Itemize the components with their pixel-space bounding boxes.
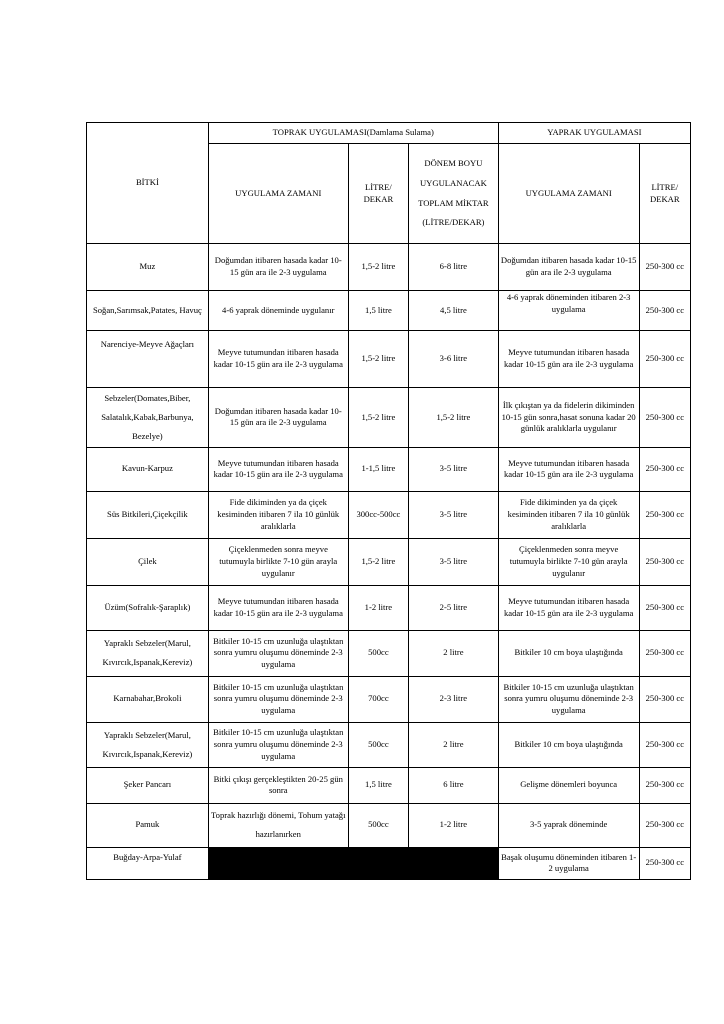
leaf-time-cell: Bitkiler 10-15 cm uzunluğa ulaştıktan sonra yumru oluşumu döneminde 2-3 uygulama (498, 676, 639, 722)
fertilizer-application-table (86, 122, 691, 880)
table-row (87, 585, 691, 630)
leaf-dose-cell: 250-300 cc (639, 847, 690, 879)
soil-time-cell: Çiçeklenmeden sonra meyve tutumuyla birlikte 7-10 gün arayla uygulanır (208, 538, 348, 585)
soil-total-cell-blacked-out (409, 847, 499, 879)
soil-total-cell: 2-3 litre (409, 676, 499, 722)
plant-cell: Sebzeler(Domates,Biber, Salatalık,Kabak,Barbunya, Bezelye) (87, 388, 209, 448)
table-row (87, 676, 691, 722)
soil-time-cell: Bitkiler 10-15 cm uzunluğa ulaştıktan sonra yumru oluşumu döneminde 2-3 uygulama (208, 722, 348, 767)
plant-cell: Şeker Pancarı (87, 767, 209, 803)
leaf-dose-cell: 250-300 cc (639, 538, 690, 585)
leaf-time-cell: 3-5 yaprak döneminde (498, 803, 639, 847)
soil-total-cell: 3-5 litre (409, 447, 499, 491)
leaf-dose-cell: 250-300 cc (639, 388, 690, 448)
plant-cell: Soğan,Sarımsak,Patates, Havuç (87, 291, 209, 331)
leaf-dose-cell: 250-300 cc (639, 767, 690, 803)
soil-total-cell: 3-5 litre (409, 538, 499, 585)
table-row (87, 722, 691, 767)
plant-cell: Çilek (87, 538, 209, 585)
table-row (87, 803, 691, 847)
soil-dose-cell: 500cc (348, 803, 408, 847)
leaf-time-cell: Bitkiler 10 cm boya ulaştığında (498, 630, 639, 676)
plant-cell: Buğday-Arpa-Yulaf (87, 847, 209, 879)
soil-total-cell: 6 litre (409, 767, 499, 803)
soil-time-cell-blacked-out (208, 847, 348, 879)
soil-dose-cell: 300cc-500cc (348, 491, 408, 538)
soil-total-header: DÖNEM BOYU UYGULANACAK TOPLAM MİKTAR (LİTRE/DEKAR) (409, 144, 499, 244)
leaf-dose-cell: 250-300 cc (639, 803, 690, 847)
table-row (87, 331, 691, 388)
leaf-application-header: YAPRAK UYGULAMASI (498, 123, 690, 144)
leaf-time-cell: Bitkiler 10 cm boya ulaştığında (498, 722, 639, 767)
plant-cell: Üzüm(Sofralık-Şaraplık) (87, 585, 209, 630)
soil-total-cell: 1-2 litre (409, 803, 499, 847)
soil-total-cell: 6-8 litre (409, 244, 499, 291)
plant-cell: Pamuk (87, 803, 209, 847)
leaf-dose-cell: 250-300 cc (639, 676, 690, 722)
soil-total-cell: 4,5 litre (409, 291, 499, 331)
table-row (87, 491, 691, 538)
table-row (87, 244, 691, 291)
soil-total-cell: 2 litre (409, 722, 499, 767)
leaf-time-cell: Meyve tutumundan itibaren hasada kadar 10-15 gün ara ile 2-3 uygulama (498, 331, 639, 388)
table-row (87, 291, 691, 331)
soil-dose-cell: 1-1,5 litre (348, 447, 408, 491)
leaf-time-header: UYGULAMA ZAMANI (498, 144, 639, 244)
soil-application-header: TOPRAK UYGULAMASI(Damlama Sulama) (208, 123, 498, 144)
soil-time-cell: Bitkiler 10-15 cm uzunluğa ulaştıktan sonra yumru oluşumu döneminde 2-3 uygulama (208, 676, 348, 722)
table-row (87, 388, 691, 448)
leaf-dose-cell: 250-300 cc (639, 331, 690, 388)
soil-time-cell: Meyve tutumundan itibaren hasada kadar 10-15 gün ara ile 2-3 uygulama (208, 447, 348, 491)
table-row (87, 767, 691, 803)
soil-dose-cell: 700cc (348, 676, 408, 722)
soil-dose-cell: 1,5-2 litre (348, 538, 408, 585)
leaf-dose-cell: 250-300 cc (639, 291, 690, 331)
plant-cell: Muz (87, 244, 209, 291)
soil-time-cell: Toprak hazırlığı dönemi, Tohum yatağı hazırlanırken (208, 803, 348, 847)
soil-dose-cell: 1,5-2 litre (348, 244, 408, 291)
leaf-time-cell: Fide dikiminden ya da çiçek kesiminden itibaren 7 ila 10 günlük aralıklarla (498, 491, 639, 538)
soil-dose-header: LİTRE/ DEKAR (348, 144, 408, 244)
soil-dose-cell: 1-2 litre (348, 585, 408, 630)
plant-cell: Kavun-Karpuz (87, 447, 209, 491)
soil-total-cell: 3-5 litre (409, 491, 499, 538)
leaf-time-cell: Meyve tutumundan itibaren hasada kadar 10-15 gün ara ile 2-3 uygulama (498, 585, 639, 630)
soil-dose-cell: 1,5-2 litre (348, 331, 408, 388)
soil-total-cell: 2 litre (409, 630, 499, 676)
leaf-dose-header: LİTRE/ DEKAR (639, 144, 690, 244)
soil-time-cell: Doğumdan itibaren hasada kadar 10-15 gün ara ile 2-3 uygulama (208, 244, 348, 291)
plant-cell: Yapraklı Sebzeler(Marul, Kıvırcık,Ispanak,Kereviz) (87, 630, 209, 676)
table-row (87, 538, 691, 585)
soil-time-header: UYGULAMA ZAMANI (208, 144, 348, 244)
table-row (87, 447, 691, 491)
soil-dose-cell: 1,5 litre (348, 291, 408, 331)
leaf-time-cell: Doğumdan itibaren hasada kadar 10-15 gün ara ile 2-3 uygulama (498, 244, 639, 291)
soil-dose-cell: 500cc (348, 722, 408, 767)
leaf-time-cell: Başak oluşumu döneminden itibaren 1-2 uygulama (498, 847, 639, 879)
leaf-dose-cell: 250-300 cc (639, 630, 690, 676)
plant-column-header: BİTKİ (87, 123, 209, 244)
leaf-time-cell: Gelişme dönemleri boyunca (498, 767, 639, 803)
soil-dose-cell: 1,5-2 litre (348, 388, 408, 448)
soil-time-cell: Meyve tutumundan itibaren hasada kadar 10-15 gün ara ile 2-3 uygulama (208, 331, 348, 388)
plant-cell: Karnabahar,Brokoli (87, 676, 209, 722)
soil-time-cell: Doğumdan itibaren hasada kadar 10-15 gün ara ile 2-3 uygulama (208, 388, 348, 448)
soil-time-cell: 4-6 yaprak döneminde uygulanır (208, 291, 348, 331)
soil-dose-cell: 500cc (348, 630, 408, 676)
soil-total-cell: 1,5-2 litre (409, 388, 499, 448)
leaf-time-cell: Çiçeklenmeden sonra meyve tutumuyla birlikte 7-10 gün arayla uygulanır (498, 538, 639, 585)
table-row (87, 847, 691, 879)
soil-total-cell: 2-5 litre (409, 585, 499, 630)
leaf-dose-cell: 250-300 cc (639, 447, 690, 491)
soil-time-cell: Fide dikiminden ya da çiçek kesiminden itibaren 7 ila 10 günlük aralıklarla (208, 491, 348, 538)
leaf-dose-cell: 250-300 cc (639, 244, 690, 291)
soil-time-cell: Bitki çıkışı gerçekleştikten 20-25 gün sonra (208, 767, 348, 803)
plant-cell: Süs Bitkileri,Çiçekçilik (87, 491, 209, 538)
leaf-time-cell: 4-6 yaprak döneminden itibaren 2-3 uygulama (498, 291, 639, 331)
plant-cell: Yapraklı Sebzeler(Marul, Kıvırcık,Ispanak,Kereviz) (87, 722, 209, 767)
leaf-dose-cell: 250-300 cc (639, 722, 690, 767)
leaf-time-cell: İlk çıkıştan ya da fidelerin dikiminden 10-15 gün sonra,hasat sonuna kadar 20 günlük aralıklarla uygulanır (498, 388, 639, 448)
soil-total-cell: 3-6 litre (409, 331, 499, 388)
soil-time-cell: Meyve tutumundan itibaren hasada kadar 10-15 gün ara ile 2-3 uygulama (208, 585, 348, 630)
plant-cell: Narenciye-Meyve Ağaçları (87, 331, 209, 388)
table-row (87, 630, 691, 676)
soil-dose-cell-blacked-out (348, 847, 408, 879)
leaf-time-cell: Meyve tutumundan itibaren hasada kadar 10-15 gün ara ile 2-3 uygulama (498, 447, 639, 491)
leaf-dose-cell: 250-300 cc (639, 585, 690, 630)
soil-dose-cell: 1,5 litre (348, 767, 408, 803)
soil-time-cell: Bitkiler 10-15 cm uzunluğa ulaştıktan sonra yumru oluşumu döneminde 2-3 uygulama (208, 630, 348, 676)
leaf-dose-cell: 250-300 cc (639, 491, 690, 538)
